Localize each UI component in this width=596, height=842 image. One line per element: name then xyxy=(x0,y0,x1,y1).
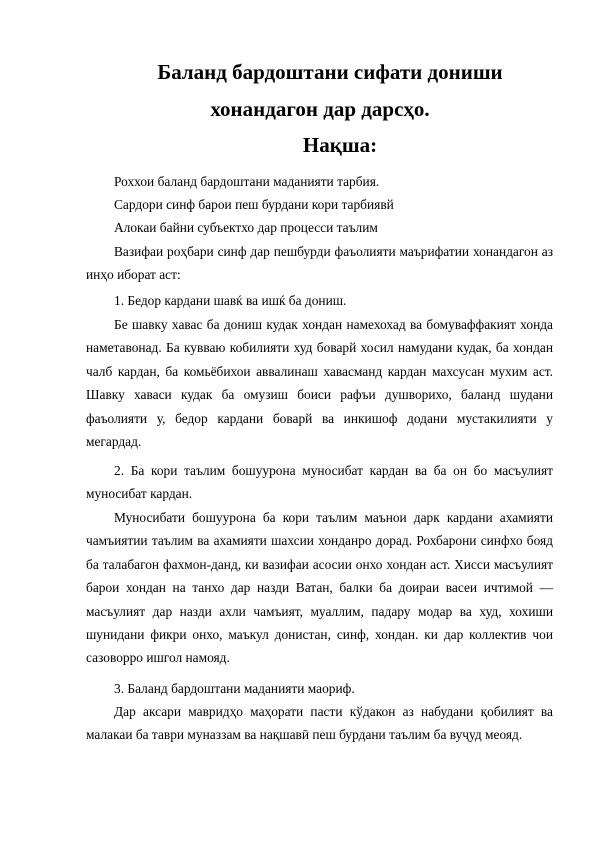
section-heading-1: 1. Бедор кардани шавќ ва ишќ ба дониш. xyxy=(114,293,347,308)
paragraph-interest: Бе шавку хавас ба дониш кудак хондан намехохад ва бомуваффакият хонда наметавонад. Ба кувваю кобилияти худ боварй хосил намудани кудак, ба хондан чалб кардан, ба комьёбихои аввалинаш хавасманд кардан махсусан мухим аст. Шавку хаваси кудак ба омузиш боиси рафъи душворихо, баланд шудани фаъолияти у, бедор кардани боварй ва инкишоф додани мустакилияти у мегардад. xyxy=(86,317,553,450)
plan-item-2: Сардори синф барои пеш бурдани кори тарбиявй xyxy=(114,197,394,212)
section-heading-3: 3. Баланд бардоштани маданияти маориф. xyxy=(114,681,355,696)
plan-heading: Нақша: xyxy=(302,133,378,157)
section-heading-2: 2. Ба кори таълим бошуурона муносибат кардан ва ба он бо масъулият муносибат кардан. xyxy=(86,463,553,502)
paragraph-low-skills: Дар аксари мавридҳо маҳорати пасти кўдакон аз набудани қобилият ва малакаи ба таври муназзам ва нақшавӣ пеш бурдани таълим ба вуҷуд меояд. xyxy=(86,704,553,743)
plan-item-1: Роххои баланд бардоштани маданияти тарбия. xyxy=(114,174,380,189)
document-title-line-2: хонандагон дар дарсҳо. xyxy=(210,97,430,121)
plan-item-3: Алокаи байни субъектхо дар процесси таълим xyxy=(114,220,378,235)
document-title-line-1: Баланд бардоштани сифати дониши xyxy=(157,60,503,84)
paragraph-tasks-intro: Вазифаи роҳбари синф дар пешбурди фаъолияти маърифатии хонандагон аз инҳо иборат аст: xyxy=(86,244,553,283)
paragraph-conscious-attitude: Муносибати бошуурона ба кори таълим маънои дарк кардани ахамияти чамъиятии таълим ва ахамияти шахсии хонданро дорад. Рохбарони синфхо бояд ба талабагон фахмон-данд, ки вазифаи асосии онхо хондан аст. Хисси масъулият барои хондан на танхо дар назди Ватан, балки ба доираи васеи ичтимой — масъулият дар назди ахли чамъият, муаллим, падару модар ва худ, хохиши шунидани фикри онхо, маъкул донистан, синф, хондан. ки дар коллектив чои сазоворро ишгол намояд. xyxy=(86,510,553,666)
